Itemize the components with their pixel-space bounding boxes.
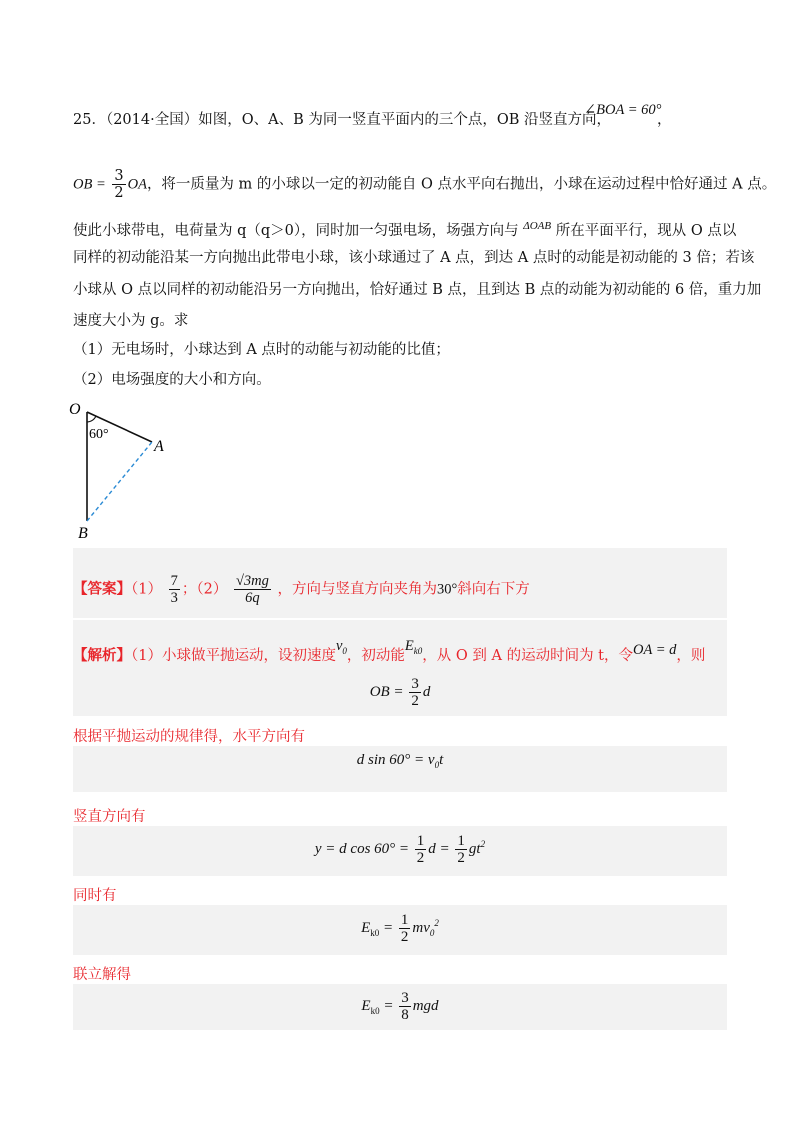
question-part-1: （1）无电场时，小球达到 A 点时的动能与初动能的比值；: [73, 342, 450, 358]
label-horizontal: 根据平抛运动的规律得，水平方向有: [73, 729, 305, 745]
question-line-1: [73, 110, 611, 130]
geometry-figure: [66, 398, 186, 544]
question-text-1: 如图，O、A、B 为同一竖直平面内的三个点，OB 沿竖直方向，: [198, 112, 611, 128]
angle-arc: [87, 416, 96, 422]
question-source: （2014·全国）: [105, 112, 199, 128]
comma: ，: [657, 112, 672, 128]
label-b: B: [78, 525, 88, 542]
equation-vertical: y = d cos 60° = $\frac{1}{2}$ d = $\frac{1}{2}$ $gt^2$: [314, 833, 486, 866]
oa-text: OA: [127, 176, 147, 193]
label-a: A: [154, 438, 164, 455]
answer-fraction-2: $\frac{√3mg}{6q}$: [235, 573, 269, 606]
equation-ob: OB = $\frac{3}{2}$ d: [369, 676, 431, 709]
question-part-2: （2）电场强度的大小和方向。: [73, 372, 271, 388]
question-line-3: 使此小球带电，电荷量为 q（q＞0），同时加一匀强电场，场强方向与 $^{\Delta OAB}$ 所在平面平行，现从 O 点以: [73, 220, 737, 239]
ob-eq: OB =: [73, 176, 106, 193]
equation-horizontal: d $\sin 60^\circ = v_0t$: [356, 752, 444, 770]
question-text-2: ，将一质量为 m 的小球以一定的初动能自 O 点水平向右抛出，小球在运动过程中恰好通过 A 点。: [146, 176, 777, 193]
answer-angle: 30°: [436, 581, 458, 598]
answer-line: 【答案】（1） $\frac{7}{3}$ ；（2） $\frac{√3mg}{6q}$ ，方向与竖直方向夹角为30°斜向右下方: [73, 573, 530, 606]
question-line-4: 同样的初动能沿某一方向抛出此带电小球，该小球通过了 A 点，到达 A 点时的动能是初动能的 3 倍；若该: [73, 250, 755, 266]
question-line-2: [73, 168, 776, 201]
equation-ek0: $E_{k0}$ = $\frac{1}{2}$ $mv_0^2$: [361, 912, 439, 945]
label-vertical: 竖直方向有: [73, 809, 146, 825]
angle-label: 60°: [89, 427, 109, 442]
label-solve: 联立解得: [73, 967, 131, 983]
question-number: 25．: [73, 112, 106, 128]
ek0-symbol: $E_{k0}$: [404, 638, 423, 656]
analysis-line: 【解析】（1）小球做平抛运动，设初速度$v_0$，初动能$E_{k0}$，从 O 到 A 的运动时间为 t，令OA = d，则: [73, 638, 706, 664]
oa-d: OA = d: [633, 642, 677, 658]
answer-tag: 【答案】: [73, 580, 131, 598]
label-also: 同时有: [73, 888, 117, 904]
triangle-oab: ΔOAB: [523, 220, 552, 232]
segment-ab-dashed: [87, 442, 152, 521]
answer-fraction-1: $\frac{7}{3}$: [170, 573, 178, 606]
angle-condition: ∠BOA = 60°: [584, 102, 662, 118]
question-line-5: 小球从 O 点以同样的初动能沿另一方向抛出，恰好通过 B 点，且到达 B 点的动能为初动能的 6 倍，重力加: [73, 282, 762, 298]
v0-symbol: $v_0$: [335, 638, 347, 656]
fraction-3-2: $\frac{3}{2}$: [114, 168, 124, 201]
question-line-6: 速度大小为 g。求: [73, 313, 189, 329]
equation-result: $E_{k0}$ = $\frac{3}{8}$ mgd: [361, 990, 439, 1023]
analysis-tag: 【解析】: [73, 647, 131, 664]
label-o: O: [69, 401, 81, 418]
